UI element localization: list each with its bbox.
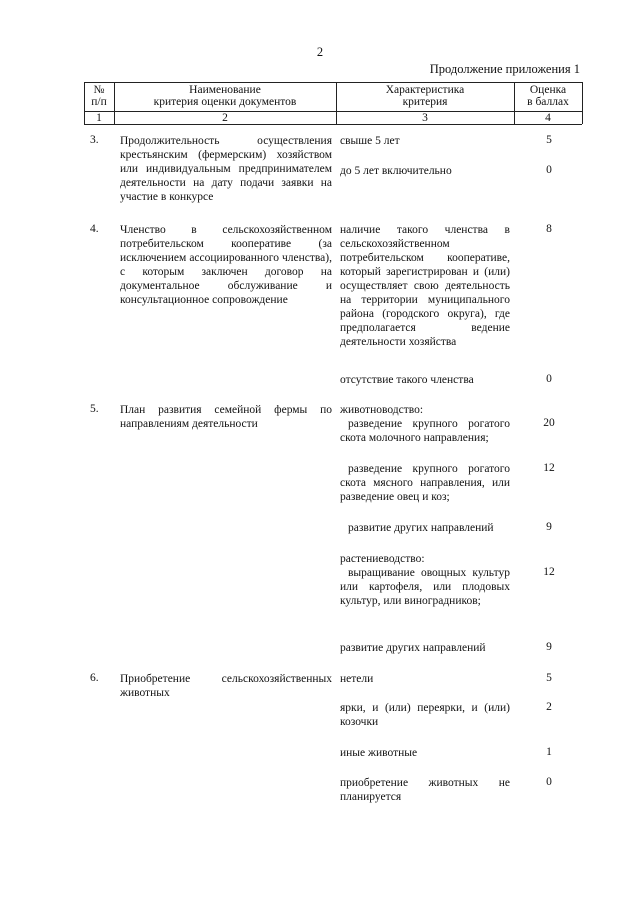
score-value: 20 [543, 417, 555, 429]
criterion-text: Продолжительность осуществления крестьянским (фермерским) хозяйством или индивидуальным предпринимателем деятельности на дату подачи заявки на участие в конкурсе [120, 135, 332, 203]
score-value: 9 [546, 521, 552, 533]
characteristic-text: свыше 5 лет [340, 135, 400, 147]
header-index-3: 3 [422, 112, 428, 124]
score-value: 2 [546, 701, 552, 713]
characteristic-text: отсутствие такого членства [340, 374, 474, 386]
header-characteristic: Характеристика критерия [385, 84, 465, 108]
table-header-divider [84, 111, 582, 112]
characteristic-text: выращивание овощных культур или картофеля, или плодовых культур, или виноградников; [340, 567, 510, 607]
criterion-text: План развития семейной фермы по направлениям деятельности [120, 404, 332, 430]
continuation-label: Продолжение приложения 1 [429, 62, 580, 76]
row-number: 4. [90, 223, 99, 235]
page-number: 2 [316, 45, 324, 59]
score-value: 9 [546, 641, 552, 653]
criterion-text: Членство в сельскохозяйственном потребительском кооперативе (за исключением ассоциированного членства), с которым заключен договор на документальное обслуживание и консультационное сопровождение [120, 224, 332, 306]
header-index-2: 2 [222, 112, 228, 124]
characteristic-text: ярки, и (или) переярки, и (или) козочки [340, 702, 510, 728]
row-number: 3. [90, 134, 99, 146]
header-index-1: 1 [96, 112, 102, 124]
table-top-border [84, 82, 582, 83]
score-value: 8 [546, 223, 552, 235]
score-value: 12 [543, 462, 555, 474]
characteristic-text: до 5 лет включительно [340, 165, 452, 177]
characteristic-text: разведение крупного рогатого скота мясного направления, или разведение овец и коз; [340, 463, 510, 503]
score-value: 5 [546, 134, 552, 146]
score-value: 0 [546, 164, 552, 176]
characteristic-text: разведение крупного рогатого скота молочного направления; [340, 418, 510, 444]
score-value: 12 [543, 566, 555, 578]
criterion-text: Приобретение сельскохозяйственных животных [120, 673, 332, 699]
table-index-divider [84, 124, 582, 125]
score-value: 0 [546, 373, 552, 385]
characteristic-text: приобретение животных не планируется [340, 777, 510, 803]
header-index-4: 4 [545, 112, 551, 124]
score-value: 0 [546, 776, 552, 788]
row-number: 6. [90, 672, 99, 684]
characteristic-text: развитие других направлений [340, 642, 486, 654]
section-heading-crop-farming: растениеводство: [340, 553, 425, 565]
row-number: 5. [90, 403, 99, 415]
characteristic-text: наличие такого членства в сельскохозяйственном потребительском кооперативе, который зарегистрирован и (или) осуществляет свою деятельность на территории муниципального района (городского округа), где предполагается ведение деятельности хозяйства [340, 224, 510, 348]
header-criterion-name: Наименование критерия оценки документов [153, 84, 297, 108]
table-right-border [582, 82, 583, 124]
section-heading-livestock: животноводство: [340, 404, 424, 416]
score-value: 1 [546, 746, 552, 758]
header-number: № п/п [91, 84, 107, 108]
characteristic-text: развитие других направлений [348, 522, 494, 534]
characteristic-text: иные животные [340, 747, 418, 759]
characteristic-text: нетели [340, 673, 374, 685]
header-score: Оценка в баллах [527, 84, 569, 108]
score-value: 5 [546, 672, 552, 684]
